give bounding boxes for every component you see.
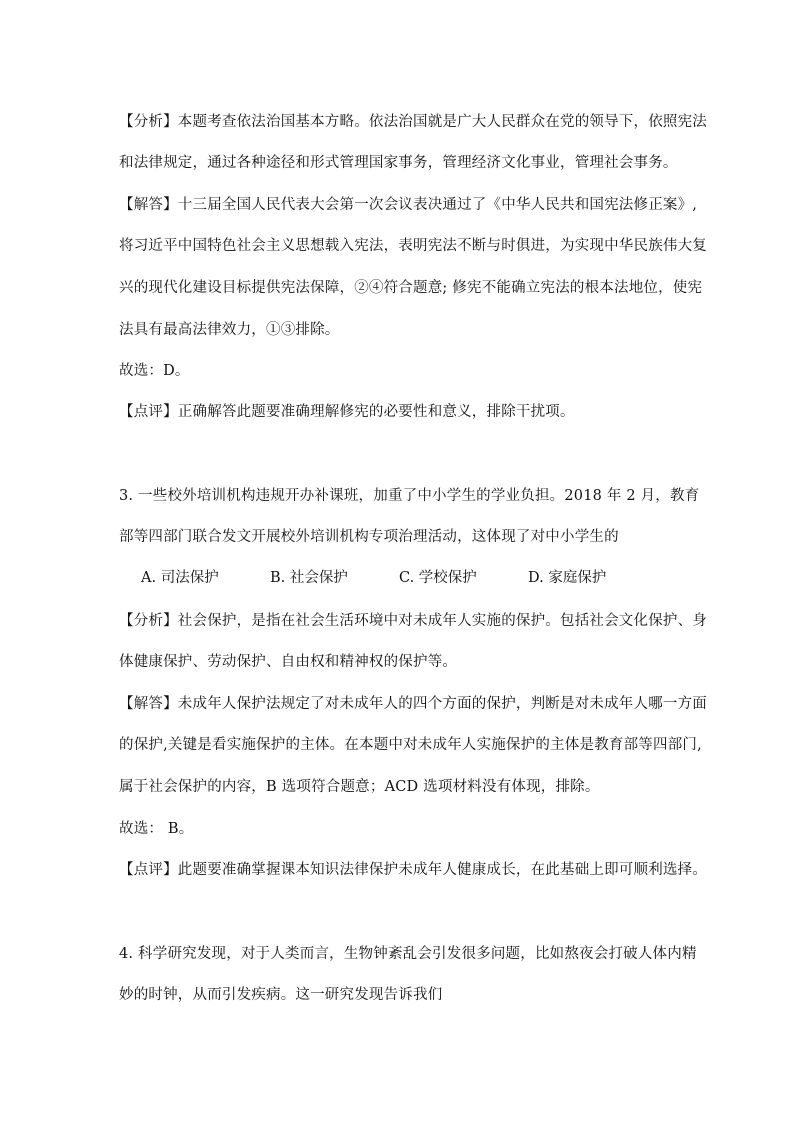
q3-option-c: C. 学校保护 <box>399 570 477 586</box>
q3-option-a: A. 司法保护 <box>141 570 219 586</box>
q4-stem-line-2: 妙的时钟，从而引发疾病。这一研究发现告诉我们 <box>119 987 443 1003</box>
q3-analysis-line-1: 【分析】社会保护，是指在社会生活环境中对未成年人实施的保护。包括社会文化保护、身 <box>119 613 707 629</box>
q3-choice: 故选： B。 <box>119 821 194 837</box>
q2-answer-line-4: 法具有最高法律效力，①③排除。 <box>119 322 340 338</box>
q2-answer-line-3: 兴的现代化建设目标提供宪法保障，②④符合题意; 修宪不能确立宪法的根本法地位，使宪 <box>119 280 703 296</box>
q2-choice: 故选：D。 <box>119 363 190 379</box>
q3-answer-line-2: 的保护,关键是看实施保护的主体。在本题中对未成年人实施保护的主体是教育部等四部门, <box>119 737 702 753</box>
q3-option-d: D. 家庭保护 <box>528 570 607 586</box>
q3-option-b: B. 社会保护 <box>270 570 348 586</box>
q3-answer-line-1: 【解答】未成年人保护法规定了对未成年人的四个方面的保护，判断是对未成年人哪一方面 <box>119 696 707 712</box>
q2-comment: 【点评】正确解答此题要准确理解修宪的必要性和意义，排除干扰项。 <box>119 404 575 420</box>
q2-analysis-line-2: 和法律规定，通过各种途径和形式管理国家事务，管理经济文化事业，管理社会事务。 <box>119 155 678 171</box>
q4-stem-line-1: 4. 科学研究发现，对于人类而言，生物钟紊乱会引发很多问题，比如熬夜会打破人体内精 <box>119 946 697 962</box>
q3-stem-line-1: 3. 一些校外培训机构违规开办补课班，加重了中小学生的学业负担。2018 年 2 月，教育 <box>119 488 700 504</box>
q2-answer-line-1: 【解答】十三届全国人民代表大会第一次会议表决通过了《中华人民共和国宪法修正案》, <box>119 197 698 213</box>
q2-analysis-line-1: 【分析】本题考查依法治国基本方略。依法治国就是广大人民群众在党的领导下，依照宪法 <box>119 114 707 130</box>
q3-stem-line-2: 部等四部门联合发文开展校外培训机构专项治理活动，这体现了对中小学生的 <box>119 529 619 545</box>
q2-answer-line-2: 将习近平中国特色社会主义思想载入宪法，表明宪法不断与时俱进，为实现中华民族伟大复 <box>119 238 707 254</box>
q3-comment: 【点评】此题要准确掌握课本知识法律保护未成年人健康成长，在此基础上即可顺利选择。 <box>119 862 707 878</box>
q3-analysis-line-2: 体健康保护、劳动保护、自由权和精神权的保护等。 <box>119 654 458 670</box>
q3-answer-line-3: 属于社会保护的内容，B 选项符合题意；ACD 选项材料没有体现，排除。 <box>119 779 600 795</box>
